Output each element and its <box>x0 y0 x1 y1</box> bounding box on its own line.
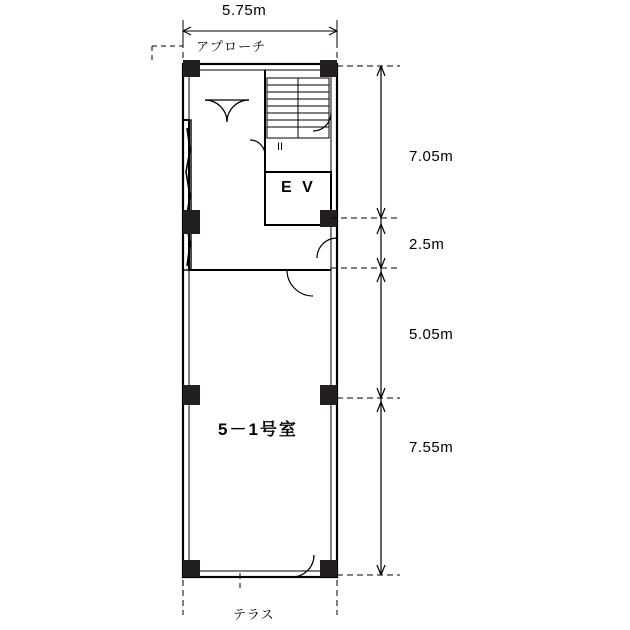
dimension-label-4: 7.55m <box>409 439 454 456</box>
dimension-label-3: 5.05m <box>409 326 454 343</box>
right-dimension-lines <box>377 66 385 575</box>
stair-mark-label: II <box>277 141 284 153</box>
building-outline <box>183 64 337 577</box>
building-inner-line <box>189 70 331 571</box>
terrace-label: テラス <box>233 607 275 622</box>
dimension-label-1: 7.05m <box>409 148 454 165</box>
approach-leader <box>152 46 183 62</box>
right-leader-lines <box>331 66 400 575</box>
room-label: 5－1号室 <box>218 420 298 439</box>
approach-label: アプローチ <box>196 39 267 54</box>
dimension-label-2: 2.5m <box>409 236 445 253</box>
top-dimension-label: 5.75m <box>222 2 267 19</box>
ev-label: E V <box>281 179 316 196</box>
staircase <box>267 78 329 138</box>
